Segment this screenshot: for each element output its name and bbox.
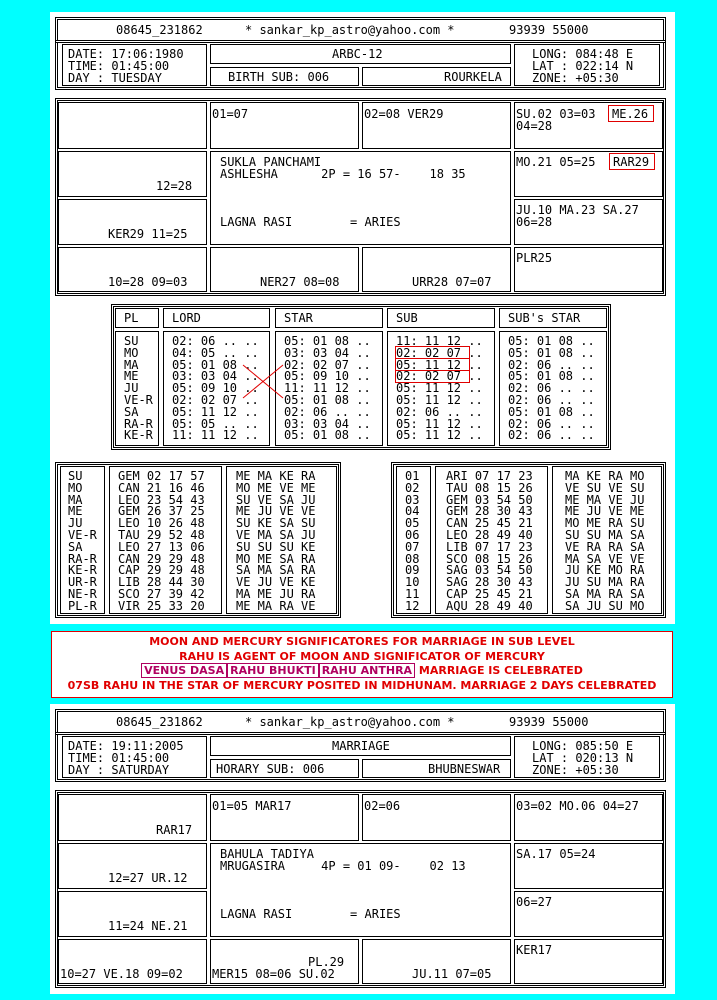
planet-degrees: GEM 02 17 57 CAN 21 16 46 LEO 23 54 43 GEM 26 37 25 LEO 10 26 48 TAU 29 52 48 LEO 27 13 06 CAN 29 29 48 CAP 29 29 48 LIB 28 44 30 SCO 27 39 42 VIR 25 33 20 xyxy=(118,469,205,613)
chart1-zone: ZONE: +05:30 xyxy=(532,71,619,85)
chart2-r4c4-text: KER17 xyxy=(516,943,553,957)
chart2-day: DAY : SATURDAY xyxy=(68,763,170,777)
chart2-r4c3-text: JU.11 07=05 xyxy=(412,967,492,981)
chart2-r2c4-text: SA.17 05=24 xyxy=(516,847,596,861)
chart2-lat: LAT : 020:13 N xyxy=(532,751,634,765)
chart1-title: ARBC-12 xyxy=(332,47,383,61)
chart1-lagna: LAGNA RASI = ARIES xyxy=(220,215,401,229)
chart1-lat: LAT : 022:14 N xyxy=(532,59,634,73)
chart1-r1c4-text-b: ME.26 xyxy=(612,107,649,121)
sig-planets: SU MO MA ME JU VE-R SA RA-R KE-R xyxy=(124,334,153,443)
note-rahu-anthra: RAHU ANTHRA xyxy=(319,663,415,678)
planet-names: SU MO MA ME JU VE-R SA RA-R KE-R UR-R NE-R PL-R xyxy=(68,469,97,613)
sig-sub-values: 11: 11 12 .. 02: 02 07 .. 05: 11 12 .. 02: 02 07 .. 05: 11 12 .. 05: 11 12 .. 02: 06 .. .. 05: 11 12 .. 05: 11 12 .. xyxy=(396,334,483,443)
marriage-note xyxy=(51,631,673,698)
note-rahu-bhukti: RAHU BHUKTI xyxy=(227,663,319,678)
note-line3 xyxy=(52,664,672,679)
chart1-long: LONG: 084:48 E xyxy=(532,47,634,61)
chart2-horary-sub: HORARY SUB: 006 xyxy=(216,762,325,776)
chart2-email: * sankar_kp_astro@yahoo.com * xyxy=(245,715,455,729)
sig-header-lord-text: LORD xyxy=(172,311,201,325)
sig-header-substar-text: SUB's STAR xyxy=(508,311,581,325)
sig-header-sub-text: SUB xyxy=(396,311,418,325)
chart1-r1c4-text-a: SU.02 03=03 xyxy=(516,107,596,121)
chart1-r1c3-text: 02=08 VER29 xyxy=(364,107,444,121)
sig-substar-values: 05: 01 08 .. 05: 01 08 .. 02: 06 .. .. 05: 01 08 .. 02: 06 .. .. 02: 06 .. .. 05: 01 08 .. 02: 06 .. .. 02: 06 .. .. xyxy=(508,334,595,443)
chart2-r3c1-text: 11=24 NE.21 xyxy=(108,919,188,933)
sig-header-star-text: STAR xyxy=(284,311,313,325)
chart1-r3c4-text: JU.10 MA.23 SA.27 06=28 xyxy=(516,203,639,229)
chart2-phone2: 93939 55000 xyxy=(509,715,589,729)
note-line4: 07SB RAHU IN THE STAR OF MERCURY POSITED IN MIDHUNAM. MARRIAGE 2 DAYS CELEBRATED xyxy=(67,678,657,692)
planet-lords: ME MA KE RA MO ME VE ME SU VE SA JU ME JU VE VE SU KE SA SU VE MA SA JU SU SU SU KE MO ME SA RA SA MA SA RA VE JU VE KE MA ME JU RA ME MA RA VE xyxy=(236,469,316,613)
note-line1: MOON AND MERCURY SIGNIFICATORES FOR MARRIAGE IN SUB LEVEL xyxy=(149,635,575,648)
chart1-phone1: 08645_231862 xyxy=(116,23,203,37)
chart1-day: DAY : TUESDAY xyxy=(68,71,162,85)
chart2-r3c4-text: 06=27 xyxy=(516,895,553,909)
chart1-email: * sankar_kp_astro@yahoo.com * xyxy=(245,23,455,37)
chart2-r2c1-text: 12=27 UR.12 xyxy=(108,871,188,885)
chart1-r3c1-text: KER29 11=25 xyxy=(108,227,188,241)
sig-lord-values: 02: 06 .. .. 04: 05 .. .. 05: 01 08 .. 03: 03 04 .. 05: 09 10 .. 02: 02 07 .. 05: 11 12 .. 05: 05 .. .. 11: 11 12 .. xyxy=(172,334,259,443)
cusp-numbers: 01 02 03 04 05 06 07 08 09 10 11 12 xyxy=(405,469,420,613)
chart2-phone1: 08645_231862 xyxy=(116,715,203,729)
cusp-lords: MA KE RA MO VE SU VE SU ME MA VE JU ME JU VE ME MO ME RA SU SU SU MA SA VE RA RA SA MA SA VE VE JU KE MO RA JU SU MA RA SA MA RA SA SA JU SU MO xyxy=(565,469,645,613)
chart2-time: TIME: 01:45:00 xyxy=(68,751,170,765)
chart1-r1c2-text: 01=07 xyxy=(212,107,249,121)
chart2-zone: ZONE: +05:30 xyxy=(532,763,619,777)
chart1-nakshatra: ASHLESHA 2P = 16 57- 18 35 xyxy=(220,167,466,181)
chart1-tithi: SUKLA PANCHAMI xyxy=(220,155,322,169)
sig-header-pl-text: PL xyxy=(124,311,139,325)
chart1-date: DATE: 17:06:1980 xyxy=(68,47,184,61)
chart2-nakshatra: MRUGASIRA 4P = 01 09- 02 13 xyxy=(220,859,466,873)
chart2-date: DATE: 19:11:2005 xyxy=(68,739,184,753)
chart1-r2c1-text: 12=28 xyxy=(156,179,193,193)
note-line2: RAHU IS AGENT OF MOON AND SIGNIFICATOR OF MERCURY xyxy=(179,649,545,663)
chart1-r2c4-text-b: RAR29 xyxy=(613,155,650,169)
chart1-r4c4-text: PLR25 xyxy=(516,251,553,265)
chart1-r4c1-text: 10=28 09=03 xyxy=(108,275,188,289)
sig-star-values: 05: 01 08 .. 03: 03 04 .. 02: 02 07 .. 05: 09 10 .. 11: 11 12 .. 05: 01 08 .. 02: 06 .. .. 03: 03 04 .. 05: 01 08 .. xyxy=(284,334,371,443)
chart2-lagna: LAGNA RASI = ARIES xyxy=(220,907,401,921)
chart2-r4c1-text: 10=27 VE.18 09=02 xyxy=(60,967,183,981)
chart2-r1c4-text: 03=02 MO.06 04=27 xyxy=(516,799,639,813)
cusp-degrees: ARI 07 17 23 TAU 08 15 26 GEM 03 54 50 GEM 28 30 43 CAN 25 45 21 LEO 28 49 40 LIB 07 17 23 SCO 08 15 26 SAG 03 54 50 SAG 28 30 43 CAP 25 45 21 AQU 28 49 40 xyxy=(446,469,533,613)
chart2-r4c2-text-a: PL.29 xyxy=(308,955,345,969)
chart1-r4c3-text: URR28 07=07 xyxy=(412,275,492,289)
chart2-r4c2-text-b: MER15 08=06 SU.02 xyxy=(212,967,335,981)
chart1-place: ROURKELA xyxy=(444,70,502,84)
chart1-r4c2-text: NER27 08=08 xyxy=(260,275,340,289)
chart2-r1c2-text: 01=05 MAR17 xyxy=(212,799,292,813)
note-venus-dasa: VENUS DASA xyxy=(141,663,227,678)
note-celebrated: MARRIAGE IS CELEBRATED xyxy=(418,664,583,677)
chart2-place: BHUBNESWAR xyxy=(428,762,501,776)
chart2-long: LONG: 085:50 E xyxy=(532,739,634,753)
chart2-r1c1-text: RAR17 xyxy=(156,823,193,837)
chart2-r1c3-text: 02=06 xyxy=(364,799,401,813)
chart2-title: MARRIAGE xyxy=(332,739,390,753)
chart1-phone2: 93939 55000 xyxy=(509,23,589,37)
chart1-time: TIME: 01:45:00 xyxy=(68,59,170,73)
chart2-tithi: BAHULA TADIYA xyxy=(220,847,314,861)
chart1-r1c4-text-c: 04=28 xyxy=(516,119,553,133)
chart1-r2c4-text-a: MO.21 05=25 xyxy=(516,155,596,169)
chart1-birth-sub: BIRTH SUB: 006 xyxy=(228,70,330,84)
